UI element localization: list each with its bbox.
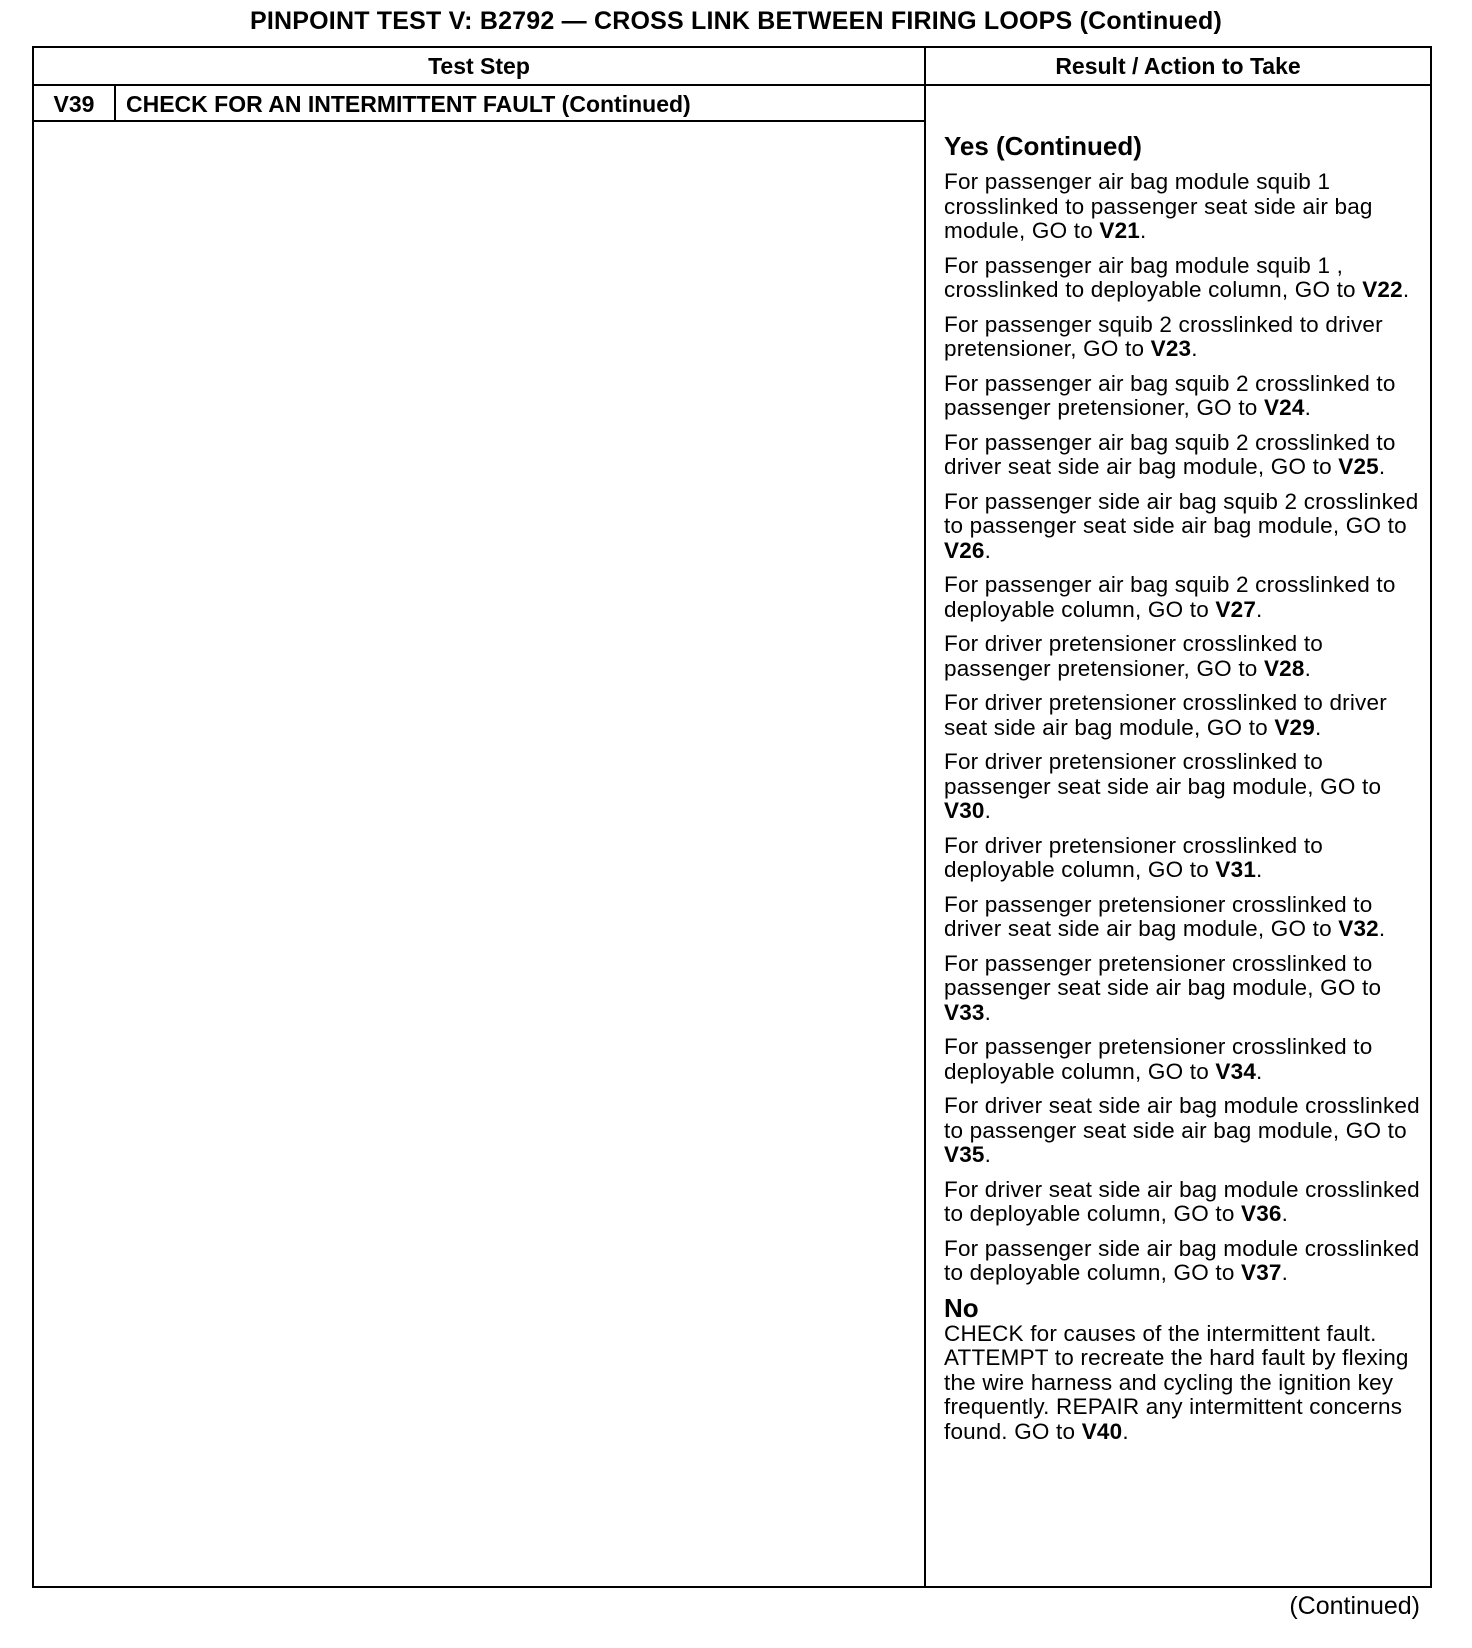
- yes-entries: [944, 170, 1430, 1286]
- yes-entry: [944, 1178, 1430, 1227]
- header-test-step: Test Step: [428, 53, 530, 79]
- yes-entry-text: For passenger pretensioner crosslinked to passenger seat side air bag module, GO to: [944, 950, 1382, 1000]
- yes-entry-text: For passenger air bag squib 2 crosslinked to passenger pretensioner, GO to: [944, 370, 1396, 420]
- yes-entry-end: .: [1281, 1201, 1289, 1226]
- yes-entry-end: .: [1378, 916, 1386, 941]
- no-heading: No: [944, 1292, 979, 1323]
- yes-entry: [944, 952, 1430, 1026]
- yes-entry-text: For passenger air bag module squib 1 , crosslinked to deployable column, GO to: [944, 252, 1363, 302]
- yes-entry-ref: V29: [1274, 714, 1315, 740]
- yes-entry-end: .: [1378, 454, 1386, 479]
- yes-entry-end: .: [1191, 336, 1198, 361]
- yes-entry-end: .: [1256, 596, 1263, 622]
- yes-entry-text: For driver seat side air bag module crosslinked to passenger seat side air bag module, GO to: [944, 1093, 1420, 1143]
- yes-entry-end: .: [1402, 277, 1410, 302]
- yes-entry-ref: V21: [1099, 218, 1141, 243]
- yes-entry-ref: V28: [1263, 655, 1305, 681]
- no-action-ref: V40: [1081, 1418, 1123, 1444]
- yes-entry-ref: V22: [1362, 277, 1403, 302]
- yes-entry-text: For passenger air bag squib 2 crosslinked to deployable column, GO to: [944, 572, 1396, 622]
- yes-entry: [944, 893, 1430, 942]
- page-title: PINPOINT TEST V: B2792 — CROSS LINK BETWEEN FIRING LOOPS (Continued): [250, 7, 1222, 35]
- step-number-divider: [114, 84, 116, 121]
- yes-entry: [944, 691, 1430, 740]
- yes-entry-text: For driver pretensioner crosslinked to passenger pretensioner, GO to: [944, 631, 1324, 681]
- yes-entry: [944, 834, 1430, 883]
- yes-entry-end: .: [1304, 655, 1312, 681]
- yes-entry: [944, 490, 1430, 564]
- yes-entry-text: For passenger side air bag squib 2 crosslinked to passenger seat side air bag module, GO to: [944, 488, 1419, 538]
- yes-entry: [944, 170, 1430, 244]
- no-action-text: [944, 1322, 1430, 1445]
- no-action-body: CHECK for causes of the intermittent fault. ATTEMPT to recreate the hard fault by flexing the wire harness and cycling the ignition key frequently. REPAIR any intermittent concerns found. GO to: [944, 1320, 1409, 1444]
- step-number: V39: [53, 91, 95, 117]
- yes-entry-text: For passenger squib 2 crosslinked to driver pretensioner, GO to: [944, 311, 1383, 361]
- yes-entry-end: .: [1140, 218, 1147, 243]
- yes-entry: [944, 372, 1430, 421]
- yes-entry: [944, 431, 1430, 480]
- yes-entry: [944, 1094, 1430, 1168]
- yes-entry: [944, 1035, 1430, 1084]
- yes-entry-text: For passenger side air bag module crosslinked to deployable column, GO to: [944, 1235, 1420, 1285]
- yes-entry-ref: V34: [1215, 1058, 1257, 1084]
- yes-entry-end: .: [1304, 395, 1312, 420]
- yes-entry-end: .: [1281, 1260, 1289, 1285]
- yes-entry-text: For driver pretensioner crosslinked to passenger seat side air bag module, GO to: [944, 749, 1382, 799]
- column-divider: [924, 46, 926, 1588]
- yes-entry-text: For passenger air bag squib 2 crosslinked to driver seat side air bag module, GO to: [944, 429, 1396, 479]
- yes-entry-ref: V26: [944, 537, 985, 563]
- step-heading: CHECK FOR AN INTERMITTENT FAULT (Continued): [126, 91, 691, 117]
- header-result-action: Result / Action to Take: [1055, 53, 1301, 79]
- yes-entry: [944, 750, 1430, 824]
- pinpoint-test-table: [32, 46, 1432, 1588]
- result-action-cell: [944, 120, 1430, 1444]
- yes-entry: [944, 632, 1430, 681]
- yes-heading: Yes (Continued): [944, 131, 1142, 161]
- yes-entry-text: For passenger pretensioner crosslinked to deployable column, GO to: [944, 1034, 1373, 1084]
- yes-entry-ref: V30: [944, 798, 985, 823]
- yes-entry-ref: V25: [1338, 454, 1379, 479]
- yes-entry-ref: V36: [1241, 1201, 1282, 1226]
- yes-entry: [944, 313, 1430, 362]
- yes-entry: [944, 573, 1430, 622]
- yes-entry-end: .: [984, 1142, 992, 1167]
- step-row-divider: [32, 120, 925, 122]
- yes-entry-ref: V35: [944, 1142, 985, 1167]
- yes-entry-text: For driver pretensioner crosslinked to deployable column, GO to: [944, 832, 1324, 882]
- yes-entry-ref: V24: [1263, 395, 1305, 420]
- yes-entry-ref: V27: [1215, 596, 1257, 622]
- yes-entry: [944, 1237, 1430, 1286]
- yes-entry-end: .: [1256, 1058, 1263, 1084]
- yes-entry-text: For driver seat side air bag module crosslinked to deployable column, GO to: [944, 1176, 1420, 1226]
- yes-entry-text: For passenger air bag module squib 1 crosslinked to passenger seat side air bag module, GO to: [944, 169, 1373, 243]
- yes-entry-ref: V23: [1150, 336, 1192, 361]
- yes-entry-end: .: [984, 537, 992, 563]
- yes-entry-ref: V33: [944, 999, 985, 1025]
- yes-entry-end: .: [1314, 714, 1322, 740]
- yes-entry: [944, 254, 1430, 303]
- continued-footer: (Continued): [1289, 1592, 1420, 1620]
- yes-entry-end: .: [984, 798, 992, 823]
- yes-entry-ref: V37: [1241, 1260, 1282, 1285]
- yes-entry-ref: V31: [1215, 857, 1257, 882]
- yes-entry-text: For driver pretensioner crosslinked to driver seat side air bag module, GO to: [944, 690, 1387, 740]
- yes-entry-ref: V32: [1338, 916, 1379, 941]
- no-action-end: .: [1122, 1418, 1129, 1444]
- yes-entry-text: For passenger pretensioner crosslinked to driver seat side air bag module, GO to: [944, 891, 1373, 941]
- yes-entry-end: .: [1256, 857, 1263, 882]
- yes-entry-end: .: [984, 999, 992, 1025]
